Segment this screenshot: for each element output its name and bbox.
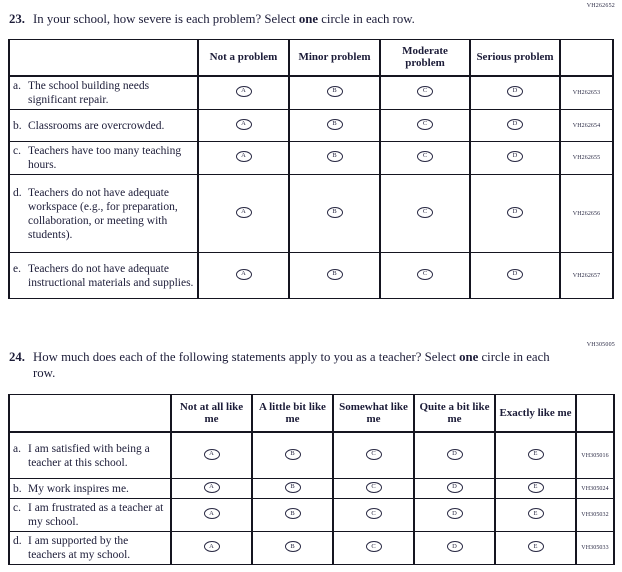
answer-option-cell — [333, 532, 414, 565]
answer-option-cell — [495, 479, 576, 499]
answer-oval-b[interactable] — [285, 482, 301, 493]
answer-option-cell — [198, 110, 289, 142]
answer-oval-letter: C — [371, 483, 376, 491]
answer-option-cell — [198, 175, 289, 253]
row-accession-code: VH305016 — [576, 432, 614, 479]
answer-oval-letter: D — [512, 152, 518, 160]
answer-oval-letter: D — [512, 87, 518, 95]
answer-oval-letter: D — [512, 207, 518, 215]
column-header: Not at all like me — [171, 395, 252, 432]
answer-oval-a[interactable] — [236, 151, 252, 162]
code-column-header-stub — [576, 395, 614, 432]
answer-oval-letter: A — [209, 509, 214, 517]
answer-oval-d[interactable] — [447, 541, 463, 552]
answer-option-cell — [289, 253, 380, 299]
answer-option-cell — [171, 532, 252, 565]
answer-oval-letter: A — [241, 87, 246, 95]
answer-option-cell — [289, 76, 380, 110]
answer-option-cell — [380, 175, 470, 253]
answer-option-cell — [495, 532, 576, 565]
column-header: Serious problem — [470, 39, 560, 76]
answer-option-cell — [495, 499, 576, 532]
row-statement-text: Teachers do not have adequate workspace (e.g., for preparation, collaboration, or meeting with students). — [28, 186, 178, 241]
answer-option-cell — [171, 479, 252, 499]
row-statement-text: The school building needs significant repair. — [28, 80, 150, 107]
answer-option-cell — [171, 432, 252, 479]
answer-option-cell — [252, 432, 333, 479]
answer-oval-b[interactable] — [327, 269, 343, 280]
answer-oval-b[interactable] — [327, 119, 343, 130]
question-24-accession-code: VH305005 — [586, 342, 615, 349]
answer-oval-a[interactable] — [204, 482, 220, 493]
row-statement-cell — [9, 499, 171, 532]
answer-option-cell — [380, 110, 470, 142]
answer-oval-d[interactable] — [447, 508, 463, 519]
column-header: Minor problem — [289, 39, 380, 76]
answer-oval-letter: E — [533, 483, 538, 491]
row-statement-text: I am frustrated as a teacher at my school. — [28, 502, 164, 529]
answer-oval-d[interactable] — [507, 151, 523, 162]
answer-oval-letter: C — [422, 87, 428, 95]
answer-option-cell — [470, 175, 560, 253]
answer-oval-c[interactable] — [366, 482, 382, 493]
row-statement-text: Teachers have too many teaching hours. — [28, 145, 182, 172]
answer-oval-d[interactable] — [507, 207, 523, 218]
row-letter: e. — [13, 262, 21, 275]
row-letter: d. — [13, 535, 22, 548]
answer-oval-letter: A — [209, 483, 214, 491]
column-header: Moderate problem — [380, 39, 470, 76]
answer-oval-letter: B — [290, 483, 295, 491]
answer-oval-letter: A — [241, 119, 246, 127]
row-statement-cell — [9, 432, 171, 479]
row-accession-code: VH262655 — [560, 142, 613, 175]
answer-oval-letter: D — [512, 119, 518, 127]
answer-oval-b[interactable] — [285, 541, 301, 552]
answer-oval-letter: B — [332, 269, 337, 277]
row-letter: b. — [13, 482, 22, 495]
row-letter: c. — [13, 145, 21, 158]
answer-oval-letter: B — [332, 119, 337, 127]
code-column-header-stub — [560, 39, 613, 76]
answer-oval-letter: A — [241, 207, 246, 215]
answer-option-cell — [198, 253, 289, 299]
answer-oval-b[interactable] — [285, 508, 301, 519]
table-row — [9, 142, 613, 175]
table-row — [9, 253, 613, 299]
answer-oval-e[interactable] — [528, 508, 544, 519]
answer-option-cell — [380, 76, 470, 110]
table-row — [9, 432, 614, 479]
answer-option-cell — [470, 76, 560, 110]
answer-oval-letter: A — [209, 449, 214, 457]
answer-oval-e[interactable] — [528, 541, 544, 552]
answer-oval-c[interactable] — [417, 151, 433, 162]
row-letter: b. — [13, 119, 22, 132]
answer-oval-d[interactable] — [507, 269, 523, 280]
row-accession-code: VH305033 — [576, 532, 614, 565]
row-statement-text: I am supported by the teachers at my school. — [28, 535, 131, 562]
answer-oval-letter: D — [452, 542, 457, 550]
answer-oval-letter: C — [422, 152, 428, 160]
answer-option-cell — [252, 499, 333, 532]
row-letter: c. — [13, 502, 21, 515]
answer-oval-letter: C — [371, 449, 376, 457]
answer-oval-letter: B — [290, 542, 295, 550]
answer-oval-e[interactable] — [528, 482, 544, 493]
answer-oval-d[interactable] — [507, 119, 523, 130]
answer-oval-letter: C — [371, 542, 376, 550]
column-header: Quite a bit like me — [414, 395, 495, 432]
row-accession-code: VH305024 — [576, 479, 614, 499]
answer-oval-letter: E — [533, 509, 538, 517]
answer-option-cell — [414, 432, 495, 479]
answer-oval-letter: B — [290, 449, 295, 457]
question-23-accession-code: VH262652 — [586, 3, 615, 9]
answer-oval-b[interactable] — [327, 86, 343, 97]
answer-oval-a[interactable] — [236, 207, 252, 218]
row-accession-code: VH262656 — [560, 175, 613, 253]
answer-oval-a[interactable] — [204, 541, 220, 552]
table-row — [9, 175, 613, 253]
row-letter: a. — [13, 442, 21, 455]
answer-option-cell — [289, 110, 380, 142]
header-row — [9, 39, 613, 76]
answer-oval-letter: D — [452, 509, 457, 517]
answer-option-cell — [252, 532, 333, 565]
question-24-text: How much does each of the following statements apply to you as a teacher? Select one circle in each row. — [33, 350, 550, 380]
question-23-prompt — [0, 12, 622, 28]
row-label-header-stub — [9, 39, 198, 76]
answer-oval-letter: A — [209, 542, 214, 550]
answer-oval-c[interactable] — [366, 508, 382, 519]
answer-option-cell — [380, 253, 470, 299]
answer-oval-c[interactable] — [366, 449, 382, 460]
row-statement-text: My work inspires me. — [28, 482, 129, 495]
answer-option-cell — [171, 499, 252, 532]
answer-oval-letter: D — [512, 269, 518, 277]
row-accession-code: VH262657 — [560, 253, 613, 299]
answer-oval-letter: B — [332, 87, 337, 95]
answer-oval-letter: C — [422, 207, 428, 215]
severity-response-table — [8, 39, 614, 300]
answer-option-cell — [380, 142, 470, 175]
answer-oval-letter: B — [290, 509, 295, 517]
answer-oval-d[interactable] — [447, 449, 463, 460]
answer-oval-c[interactable] — [417, 119, 433, 130]
row-statement-cell — [9, 479, 171, 499]
answer-oval-b[interactable] — [327, 207, 343, 218]
table-row — [9, 110, 613, 142]
row-statement-cell — [9, 110, 198, 142]
table-row — [9, 479, 614, 499]
answer-option-cell — [470, 110, 560, 142]
answer-oval-c[interactable] — [366, 541, 382, 552]
answer-option-cell — [252, 479, 333, 499]
row-statement-text: I am satisfied with being a teacher at this school. — [28, 442, 150, 469]
answer-oval-a[interactable] — [204, 508, 220, 519]
column-header: Exactly like me — [495, 395, 576, 432]
row-letter: a. — [13, 80, 21, 93]
answer-oval-a[interactable] — [204, 449, 220, 460]
answer-oval-c[interactable] — [417, 269, 433, 280]
row-statement-cell — [9, 532, 171, 565]
question-24 — [0, 339, 622, 565]
answer-option-cell — [289, 175, 380, 253]
row-statement-cell — [9, 142, 198, 175]
answer-oval-e[interactable] — [528, 449, 544, 460]
answer-option-cell — [414, 479, 495, 499]
answer-oval-letter: D — [452, 483, 457, 491]
question-23-number: 23. — [9, 12, 25, 26]
column-header: A little bit like me — [252, 395, 333, 432]
answer-option-cell — [414, 532, 495, 565]
table-row — [9, 76, 613, 110]
row-statement-cell — [9, 76, 198, 110]
row-accession-code: VH262654 — [560, 110, 613, 142]
answer-oval-d[interactable] — [447, 482, 463, 493]
answer-oval-a[interactable] — [236, 119, 252, 130]
answer-oval-letter: E — [533, 542, 538, 550]
answer-option-cell — [198, 142, 289, 175]
answer-option-cell — [333, 499, 414, 532]
answer-oval-a[interactable] — [236, 269, 252, 280]
answer-oval-c[interactable] — [417, 207, 433, 218]
answer-oval-letter: A — [241, 152, 246, 160]
answer-oval-letter: D — [452, 449, 457, 457]
question-24-prompt — [0, 350, 622, 381]
table-row — [9, 532, 614, 565]
answer-option-cell — [289, 142, 380, 175]
question-23-text: In your school, how severe is each problem? Select one circle in each row. — [33, 12, 415, 26]
row-label-header-stub — [9, 395, 171, 432]
answer-oval-letter: E — [533, 449, 538, 457]
answer-oval-a[interactable] — [236, 86, 252, 97]
table-row — [9, 499, 614, 532]
like-me-response-table — [8, 394, 615, 565]
question-24-number: 24. — [9, 350, 25, 365]
answer-oval-letter: B — [332, 207, 337, 215]
answer-option-cell — [495, 432, 576, 479]
answer-option-cell — [333, 479, 414, 499]
row-statement-cell — [9, 175, 198, 253]
answer-option-cell — [470, 253, 560, 299]
row-statement-cell — [9, 253, 198, 299]
answer-option-cell — [414, 499, 495, 532]
answer-oval-b[interactable] — [327, 151, 343, 162]
row-statement-text: Teachers do not have adequate instructional materials and supplies. — [28, 262, 194, 289]
answer-oval-letter: C — [422, 119, 428, 127]
answer-oval-letter: C — [422, 269, 428, 277]
answer-oval-d[interactable] — [507, 86, 523, 97]
column-header: Somewhat like me — [333, 395, 414, 432]
answer-oval-letter: A — [241, 269, 246, 277]
answer-option-cell — [198, 76, 289, 110]
header-row — [9, 395, 614, 432]
answer-option-cell — [470, 142, 560, 175]
answer-oval-letter: C — [371, 509, 376, 517]
column-header: Not a problem — [198, 39, 289, 76]
row-letter: d. — [13, 186, 22, 199]
answer-oval-c[interactable] — [417, 86, 433, 97]
answer-option-cell — [333, 432, 414, 479]
row-accession-code: VH262653 — [560, 76, 613, 110]
answer-oval-letter: B — [332, 152, 337, 160]
answer-oval-b[interactable] — [285, 449, 301, 460]
row-statement-text: Classrooms are overcrowded. — [28, 119, 165, 132]
row-accession-code: VH305032 — [576, 499, 614, 532]
